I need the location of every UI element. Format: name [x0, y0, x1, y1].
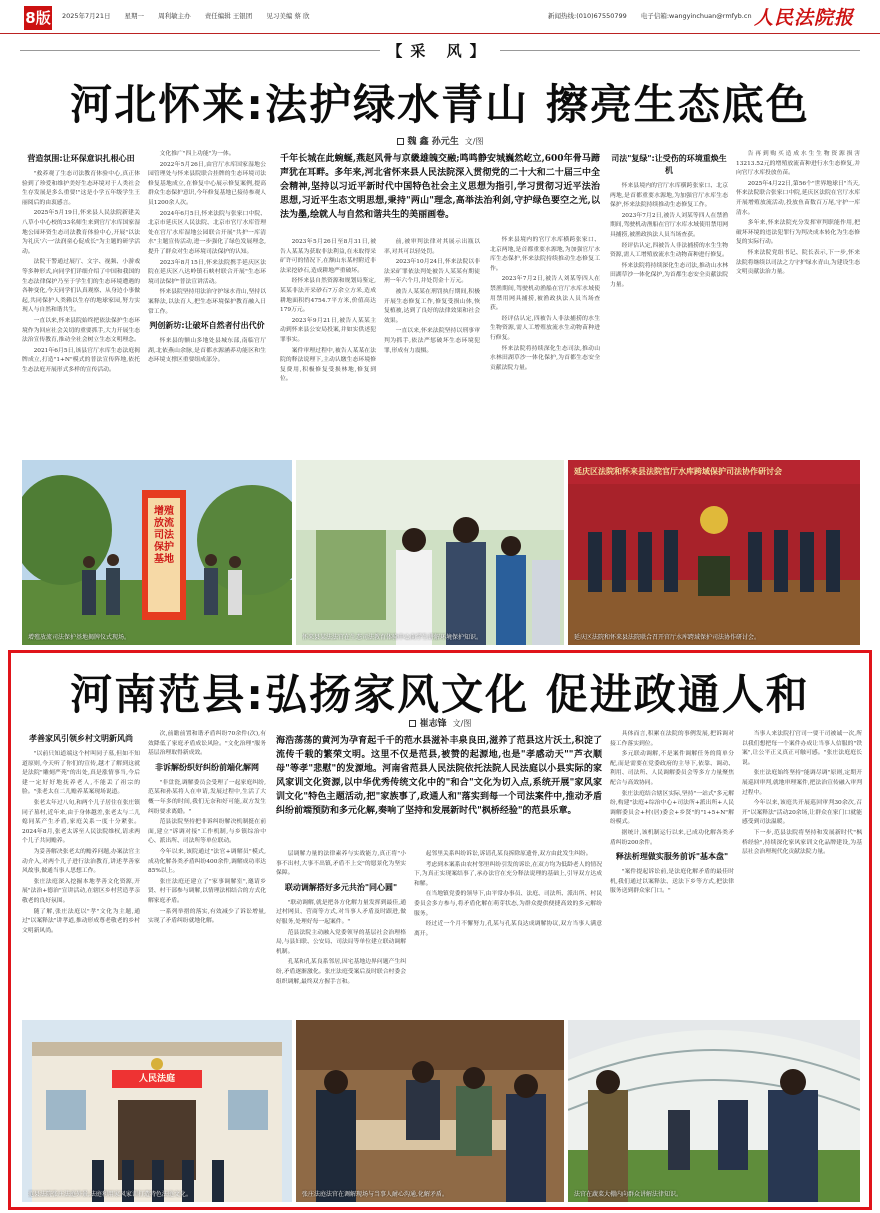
paragraph: 具体而言,积累在法院的事例发展,把诉调对接工作落实到位。: [610, 731, 734, 747]
paragraph: 2023年10月24日,怀来法院以非法采矿罪依法判处被告人某某有期徒刑一年六个月,并处罚金十万元。: [384, 259, 480, 285]
paragraph: 孔某和孔某良系邻居,因宅基地边界问题产生纠纷,矛盾逐渐激化。张庄法庭受案后及时联合村委会组织调解,最终双方握手言和。: [276, 959, 406, 985]
newspaper-logo: 人民法院报: [753, 7, 854, 29]
article1-column-3: [280, 238, 376, 460]
paragraph: 经怀来县自然资源和规划局鉴定,某某非法开采砂石7万余立方米,造成耕地面积约4754.7平方米,价值高达179万元。: [280, 278, 376, 314]
article1-photo-3: [568, 460, 860, 645]
photo6-caption: 法官在蔬菜大棚内向群众讲解法律知识。: [574, 1191, 683, 1198]
section-title: 【采 风】: [387, 42, 493, 60]
paragraph: "案件提起诉讼前,是法庭化解矛盾的最佳时机,我们通过以案释法、送法下乡等方式,把法律服务送到群众家门口。": [610, 869, 734, 895]
photo1-caption: 增殖放流司法保护基地揭牌仪式现场。: [28, 634, 131, 641]
paragraph: "联动调解,就是把各方化解力量发挥到最佳,通过村网员、营商等方式,对当事人矛盾及时跟进,做好服务,处理好每一起案件。": [276, 899, 406, 925]
paragraph: 2023年7月2日,被告人刘某等四人在禁渔期间,驾驶机动渔船在官厅水库水域使用禁用网具捕捞,被渔政执法人员当场查获。: [610, 212, 728, 238]
paragraph: 张庄法庭始终坚持"能调尽调"原则,定期开展巡回审判,就地审理案件,把法治宣传融入审判过程中。: [742, 770, 862, 796]
paragraph: 怀来法院党组书记、院长表示,下一步,怀来法院将继续以司法之力守护绿水青山,为建设生态文明贡献法治力量。: [736, 249, 860, 276]
paragraph: 据统计,该机制运行以来,已成功化解各类矛盾纠纷200余件。: [610, 829, 734, 846]
paragraph: 2023年7月2日,被告人刘某等四人在禁渔期间,驾驶机动渔船在官厅水库水域使用禁用网具捕捞,被渔政执法人员当场查获。: [490, 276, 600, 312]
article1-photo-1: [22, 460, 292, 645]
paragraph: 张庄法庭深入挖掘本地孝善文化资源,开展"法治+德治"宣讲活动,在辖区乡村营造孝亲敬老的良好氛围。: [22, 878, 140, 904]
paragraph: 2025年4月22日,第56个"世界地球日"当天,怀来法院联合张家口中院,延庆区法院在官厅水库开展增殖放流活动,投放鱼苗数百万尾,守护一库清水。: [736, 180, 860, 216]
paragraph: 随了解,张庄法庭以"孝"文化为主题,通过"以案释法"讲孝道,推动形成尊老敬老的乡村文明新风尚。: [22, 908, 140, 934]
paragraph: 范县法院坚持把非诉纠纷解决机制挺在前面,建立"诉调对接"工作机制,与乡镇综治中心、派出所、司法所等单位联动。: [148, 819, 266, 845]
article1-subhead-3: 司法"复绿":让受伤的环境重焕生机: [611, 154, 727, 175]
paragraph: 怀来县境内的官厅水库横跨张家口、北京两地,是首都重要水源地,为加强官厅水库生态保护,怀来法院持续推动生态修复工作。: [610, 183, 728, 209]
article1-column-4: [384, 238, 480, 460]
paragraph: 一直以来,怀来县院始终把依法保护生态环境作为回应社会关切的重要抓手,大力开展生态法治宣传教育,推动全社会树立生态文明理念。: [22, 317, 140, 344]
paragraph: 怀来县境内的官厅水库横跨张家口、北京两地,是首都重要水源地,为加强官厅水库生态保护,怀来法院持续推动生态修复工作。: [490, 237, 600, 272]
responsible-editor: 责任编辑 王银团: [204, 12, 253, 20]
paragraph: 2023年5月26日至8月31日,被告人某某为获取非法利益,在未取得采矿许可的情况下,在额山东某村附近非法采挖砂石,造成耕地严重破坏。: [280, 239, 376, 274]
article2-column-5: [610, 730, 734, 1018]
paragraph: 张庄法庭结合辖区实际,坚持"一站式"多元解纷,构建"法庭+综治中心+司法所+派出所+人民调解委员会+村(居)委会+乡贤"的"1+5+N"解纷模式。: [610, 790, 734, 826]
article2-column-1: [22, 730, 140, 1018]
paragraph: 一系列举措的落实,有效减少了诉讼增量,实现了矛盾纠纷就地化解。: [148, 908, 266, 925]
article1-authors: 魏 鑫 孙元生: [407, 137, 459, 147]
page-header: [0, 0, 880, 34]
news-hotline: 新闻热线:(010)67550799: [548, 12, 627, 20]
paragraph: 层调解力量的法律素养与实战能力,真正将"小事不出村,大事不出镇,矛盾不上交"的愿景化为坚实保障。: [276, 851, 406, 877]
article2-authors: 崔志锋: [419, 719, 447, 729]
photo3-banner-text: 延庆区法院和怀来县法院官厅水库跨域保护司法协作研讨会: [574, 467, 782, 476]
header-meta: [62, 11, 321, 20]
paragraph: 多元联动调解,不是案件调解任务的简单分配,而是需要在党委政府的主导下,依靠、调动、利用、司法所、人民调解委员会等多方力量聚焦配合与高效协同。: [610, 751, 734, 786]
article2-photo-2: [296, 1020, 564, 1202]
article1-lead: 千年长城在此蜿蜒,燕赵风骨与京畿雄魄交融;鸣鸣静安城巍然屹立,600年骨马蹄声犹在耳畔。多年来,河北省怀来县人民法院深入贯彻党的二十大和二十届三中全会精神,坚持以习近平新时代中国特色社会主义思想为指引,学习贯彻习近平法治思想,习近平生态文明思想,秉持"两山"理念,高举法治利剑,守护绿色要空之光,以法为墨,绘就人与自然和谐共生的美丽画卷。: [280, 154, 600, 220]
article1-column-7: [736, 150, 860, 460]
paragraph: 次,前瞻前置和谐矛盾纠纷70余件(次),有效降低了家庭矛盾成讼风险。"文化治理"服务基层治理取得新成效。: [148, 731, 266, 757]
paragraph: 经过近一个月不懈努力,孔某与孔某良达成调解协议,双方当事人满意离开。: [414, 921, 602, 937]
paragraph: "救养观了生态司法教育体验中心,真正体验到了珍爱和维护美好生态环境对于人类社会生存发展是多么重要!"这是小学五年级学生王丽阅后的由衷感言。: [22, 171, 140, 206]
article2-photo-1: [22, 1020, 292, 1202]
paragraph: 被告人某某在刑罚执行期间,积极开展生态修复工作,修复受损山体,恢复植被,达到了良好的法律效果和社会效果。: [384, 288, 480, 324]
paragraph: 法院干警通过展厅、文字、视频、小游戏等多种形式,向同学们详细介绍了中国和我国的生态法律保护乃至于学生们的生态环境遭遇的各种变化,今天同学们认真观察、从身边小事做起,共同保护人类赖以生存的地球家园,努力实现人与自然和谐共生。: [22, 259, 140, 314]
paragraph: 起邻里关系纠纷诉讼,诉请孔某良拆除原遗骨,双方由此发生纠纷。: [425, 851, 592, 857]
paragraph: 经评估认定,四被告人非法捕捞的水生生物资源,需人工增殖放流水生动物苗种进行修复。: [610, 242, 728, 259]
article2-byline-suffix: 文/图: [452, 719, 472, 728]
photo1-signboard-text: 增殖放流司法保护基地: [154, 506, 174, 565]
paragraph: 前,被审判法律对其展示出瓶以率,对其可以轻处罚。: [384, 239, 480, 255]
paragraph: 2022年5月26日,由官厅水库国家湿地公园管理处与怀来县院联合挂牌的生态环境司法修复基地成立,在修复中心展示修复案例,提高群众生态保护意识,今年修复基地已接待参观人员1200余人次。: [148, 161, 266, 206]
article1-byline-suffix: 文/图: [464, 137, 484, 146]
article2-column-3: [276, 850, 406, 1018]
article1-subhead-2: 判创新坊:让破坏自然者付出代价: [149, 321, 265, 331]
article1-column-1: [22, 150, 140, 460]
weekday: 星期一: [124, 12, 145, 20]
byline-square-icon: [397, 138, 404, 145]
photo3-caption: 延庆区法院和怀来县法院联合召开官厅水库跨域保护司法协作研讨会。: [574, 634, 761, 641]
paragraph: 今年以来,该院通过"法官+调解员"模式,成功化解各类矛盾纠纷400余件,调解成功率达85%以上。: [148, 848, 266, 875]
article2-headline: 河南范县:弘扬家风文化 促进政通人和: [70, 670, 810, 719]
article1-column-2: [148, 150, 266, 460]
article2-subhead-3: 联动调解搭好多元共治"同心圆": [284, 882, 398, 892]
photo4-caption: 范县法院张庄法庭外景,法庭利用家风家训打造特色法庭文化。: [28, 1191, 192, 1198]
article1-byline: [0, 134, 880, 147]
paragraph: 考虑到本案系由农村邻里纠纷引发的诉讼,在双方均为低龄老人的情况下,为真正实现案结事了,承办法官在充分释法说理的基础上,引导双方达成和解。: [414, 861, 602, 887]
paragraph: 告再到购买造成水生生物资源损害13213.52元的增殖放流苗种进行水生态修复,并向官厅水库投放鱼苗。: [736, 151, 860, 177]
article1-headline: 河北怀来:法护绿水青山 擦亮生态底色: [70, 80, 810, 129]
divider-left: [20, 50, 380, 51]
paragraph: 一直以来,怀来法院坚持以刑事审判为抓手,依法严惩破坏生态环境犯罪,形成有力震慑。: [384, 328, 480, 354]
article2-column-6: [742, 730, 862, 1018]
page-number: 8版: [24, 6, 52, 30]
article1-subhead-1: 营造氛围:让环保意识扎根心田: [27, 154, 135, 163]
article1-photo-2: [296, 460, 564, 645]
article2-lead: 海浩荡荡的黄河为孕育起千千的范水县滋补丰泉良田,滋养了范县这片沃土,积淀了流传千载的繁荣文明。这里不仅是范县,被赞的起源地,也是"孝感动天""芦衣顺母"等孝"悲慰"的发源地。河南省范县人民法院依托法院人民法庭以小县实际的家风家训文化资源,以中华优秀传统文化中的"和合"文化为切入点,系统开展"家风家训文化"特色主题活动,把"家族事了,政通人和"落实到每一个司法案件中,推动矛盾纠纷前端预防和多元化解,奏响了坚持和发展新时代"枫桥经验"的范县乐章。: [276, 736, 602, 816]
paragraph: "以前只知道端这个村叫同子墓,但如不知道原则,今天听了你们的宣传,越才了解到这就是法院"雕刻严苑"的出处,真是涨情事当,今后建一定好好地抚养老人,不能丢了祖宗的脸。"张老太在二儿赡养某案现场说道。: [22, 751, 140, 796]
paragraph: 当事人来法院打官司一要干司被诚一次,所以我们想把每一个案件办成让当事人信服的"铁案",让公平正义真正可触可感。"张庄法庭庭长说。: [742, 731, 862, 766]
byline-square-icon: [409, 720, 416, 727]
email: 电子信箱:wangyinchuan@rmfyb.cn: [640, 12, 752, 20]
header-contact: [548, 11, 764, 20]
paragraph: 张老太年过八旬,和两个儿子居住在张庄镇同子墓村,近年来,由于身体越差,张老太与二儿媳同某产生矛盾,家庭关系一度十分紧张。2024年8月,张老太诉至人民法院维权,请求两个儿子共同赡养。: [22, 799, 140, 845]
paragraph: 范县法院主动融入党委领导的基层社会治理格局,与县妇联、公安局、司法局等单位建立联动调解机制。: [276, 929, 406, 955]
article2-column-2: [148, 730, 266, 1018]
photo5-caption: 张庄法庭法官在调解现场与当事人耐心沟通,化解矛盾。: [302, 1191, 448, 1198]
paragraph: 文化推广"四上功能"为一体。: [159, 151, 235, 157]
paragraph: 经评估认定,四被告人非法捕捞的水生生物资源,需人工增殖放流水生动物苗种进行修复。: [490, 315, 600, 341]
paragraph: 为妥善解决张老太的赡养问题,办案法官主动介入,对两个儿子进行法治教育,讲述孝善家风故事,做通当事人思想工作。: [22, 848, 140, 875]
paragraph: 多年来,怀来法院充分发挥审判职能作用,把破坏环境的违法犯罪行为判决成本转化为生态修复的实际行动。: [736, 220, 860, 246]
paragraph: 2025年5月19日,怀来县人民法院新建关八草小中心校的33名师生来到官厅水库国家湿地公园环资生态司法教育体验中心,开展"以法为礼庆'六一'法润童心促成长"为主题的研学活动。: [22, 210, 140, 255]
paragraph: 2023年8月15日,怀来法院携手延庆区法院在延庆区八达岭镇石峡村联合开展"生态环境司法保护"普法宣讲活动。: [148, 259, 266, 285]
article2-subhead-4: 释法析理做实服务前诉"基本盘": [615, 852, 729, 862]
divider-right: [500, 50, 860, 51]
article2-subhead-2: 非诉解纷织好纠纷前端化解网: [155, 762, 259, 772]
paragraph: 在当地镇党委的领导下,由平常办事员、法庭、司法所、派出所、村民委员会多方参与,将矛盾化解在萌芽状态,为群众提供便捷高效的多元解纷服务。: [414, 891, 602, 917]
editor: 周利敏主办: [158, 12, 191, 20]
section-banner: [0, 38, 880, 62]
paragraph: "非盘瓷,调解委员会受理了一起家庭纠纷,范某和孙某将人在申请,发展过程中,生活了大概一年多的时间,我们无奈和好可能,双方发生纠纷要求离婚。": [148, 779, 266, 815]
paragraph: 怀来县的额山多地处县城东部,南临官厅湖,北依燕山余脉,是首都水源涵养功能区和生态环境支撑区重要组成部分。: [148, 338, 266, 364]
photo4-sign-text: 人民法庭: [138, 1074, 175, 1084]
paragraph: 下一步,范县法院将坚持和发展新时代"枫桥经验",持续深化家风家训文化品牌建设,为基层社会治理现代化贡献法院力量。: [742, 829, 862, 856]
paragraph: 2024年6月5日,怀来法院与张家口中院、北京市延庆区人民法院、北京市官厅水库管理处在官厅水库湿地公园联合开展"共护一库清水"主题宣传活动,进一步强化了绿色发展理念,提升了群众对生态环境司法保护的认知。: [148, 210, 266, 255]
proofreader: 见习美编 蔡 欣: [266, 12, 310, 20]
photo2-caption: 怀来县某法法官在生态司法教育体验中心向学生讲解环境保护知识。: [302, 634, 483, 641]
paragraph: 2023年9月21日,被告人某某主动到怀来县公安局投案,并如实供述犯罪事实。: [280, 317, 376, 343]
paragraph: 怀来法院将持续深化生态司法,推动山水林田湖草沙一体化保护,为首都生态安全贡献法院力量。: [490, 345, 600, 371]
article2-subhead-1: 孝善家风引领乡村文明新风尚: [29, 734, 133, 743]
paragraph: 怀来法院将持续深化生态司法,推动山水林田湖草沙一体化保护,为首都生态安全贡献法院力量。: [610, 262, 728, 288]
article1-column-6: [610, 150, 728, 460]
paragraph: 怀来县院坚持用法治守护绿水青山,坚持以案释法,以法育人,把生态环境保护教育融入日常工作。: [148, 289, 266, 315]
paragraph: 今年以来,该庭共开展巡回审判30余次,召开"以案释法"活动20余场,让群众在家门口就能感受到司法温暖。: [742, 800, 862, 826]
paragraph: 2021年6月5日,该县官厅水库生态法庭揭牌成立,打造"1+N"模式的普法宣传阵地,依托生态法庭开展形式多样的宣传活动。: [22, 347, 140, 373]
paragraph: 张庄法庭还建立了"家事调解室",邀请乡贤、村干部参与调解,以情理法相结合的方式化解家庭矛盾。: [148, 878, 266, 904]
article2-byline: [0, 716, 880, 729]
article2-column-4: [414, 850, 602, 1018]
paragraph: 案件审理过程中,被告人某某在法院的释法说理下,主动认缴生态环境修复费用,积极修复受损林地,修复到位。: [280, 347, 376, 383]
article2-photo-3: [568, 1020, 860, 1202]
issue-date: 2025年7月21日: [62, 12, 111, 20]
